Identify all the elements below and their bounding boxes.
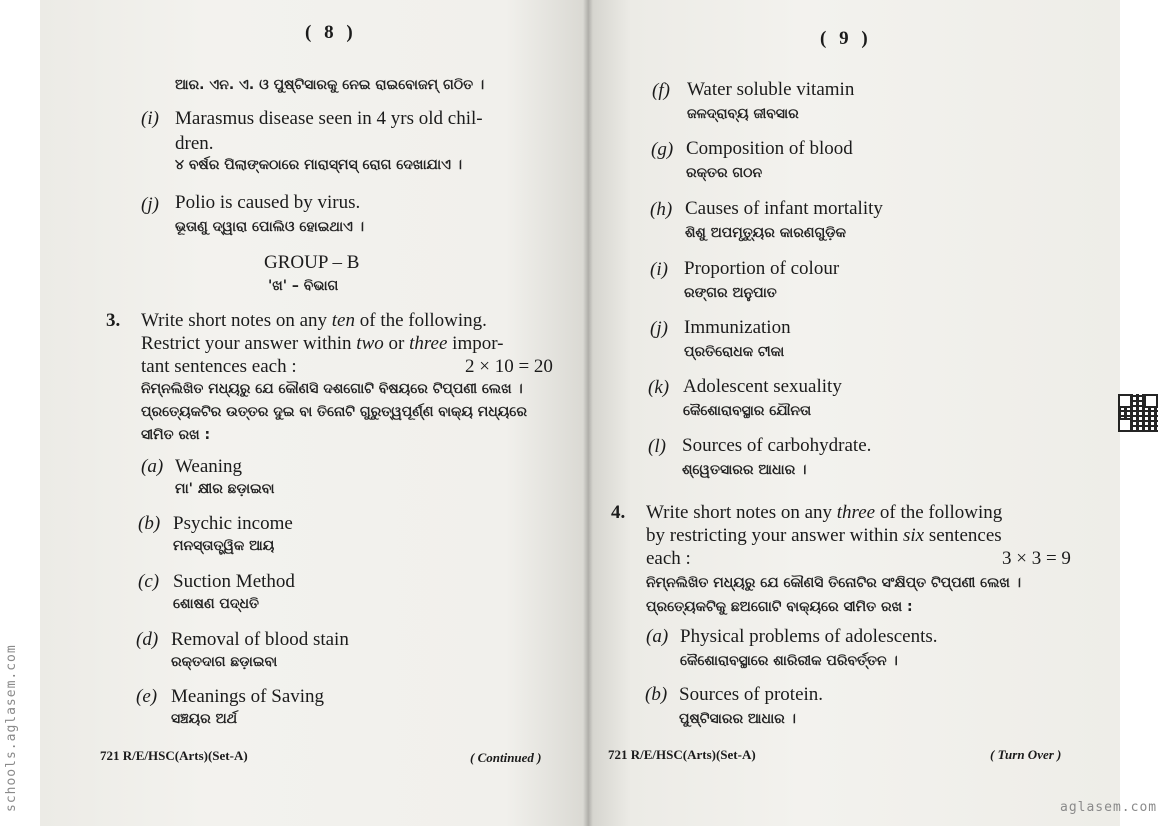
q4-item-b-text: Sources of protein.	[679, 684, 824, 705]
item-j-odia: ଭୂତାଣୁ ଦ୍ୱାରା ପୋଲିଓ ହୋଇଥାଏ ।	[175, 219, 365, 235]
qr-code	[1118, 394, 1158, 432]
group-b-odia: 'ଖ' – ବିଭାଗ	[268, 278, 339, 294]
item-i-label: (i)	[141, 108, 159, 129]
q4-item-b-odia: ପୁଷ୍ଟିସାରର ଆଧାର ।	[679, 711, 796, 727]
footer-code-left: 721 R/E/HSC(Arts)(Set-A)	[100, 748, 248, 763]
item-h-label: (h)	[650, 199, 673, 220]
item-a-odia: ମା' କ୍ଷୀର ଛଡ଼ାଇବା	[175, 481, 275, 497]
page-number-left: ( 8 )	[305, 22, 357, 43]
question-3-marks: 2 × 10 = 20	[465, 356, 553, 377]
item-h-odia: ଶିଶୁ ଅପମୃତ୍ୟୁର କାରଣଗୁଡ଼ିକ	[685, 225, 846, 241]
question-3-line-1: Write short notes on any ten of the following.	[141, 310, 487, 331]
item-i-text-1: Marasmus disease seen in 4 yrs old chil-	[175, 108, 483, 129]
item-f-text: Water soluble vitamin	[687, 79, 855, 100]
item-k-text: Adolescent sexuality	[683, 376, 842, 397]
q4-item-b-label: (b)	[645, 684, 668, 705]
item-b-text: Psychic income	[173, 513, 293, 534]
footer-turn-over: ( Turn Over )	[990, 747, 1062, 762]
item-b-odia: ମନସ୍ତାତ୍ତ୍ୱିକ ଆୟ	[173, 538, 275, 554]
item-j-label: (j)	[141, 194, 159, 215]
question-3-odia-2: ପ୍ରତ୍ୟେକଟିର ଉତ୍ତର ଦୁଇ ବା ତିନୋଟି ଗୁରୁତ୍ୱପୂର୍ଣ୍ଣ ବାକ୍ୟ ମଧ୍ୟରେ	[141, 404, 527, 420]
item-g-odia: ରକ୍ତର ଗଠନ	[686, 165, 763, 181]
item-c-text: Suction Method	[173, 571, 295, 592]
item-l-text: Sources of carbohydrate.	[682, 435, 872, 456]
side-watermark: schools.aglasem.com	[4, 644, 19, 812]
item-k-odia: କୈଶୋରାବସ୍ଥାର ଯୌନତା	[683, 403, 812, 419]
item-g-text: Composition of blood	[686, 138, 853, 159]
item-l-odia: ଶ୍ୱେତସାରର ଆଧାର ।	[682, 462, 807, 478]
item-f-odia: ଜଳଦ୍ରାବ୍ୟ ଜୀବସାର	[687, 106, 799, 122]
intro-odia: ଆର. ଏନ. ଏ. ଓ ପୁଷ୍ଟିସାରକୁ ନେଇ ରାଇବୋଜମ୍ ଗଠିତ ।	[175, 77, 485, 93]
item-j2-text: Immunization	[684, 317, 791, 338]
item-i-odia: ୪ ବର୍ଷର ପିଲାଙ୍କଠାରେ ମାରାସ୍ମସ୍ ରୋଗ ଦେଖାଯାଏ ।	[175, 157, 463, 173]
item-b-label: (b)	[138, 513, 161, 534]
item-g-label: (g)	[651, 139, 674, 160]
question-4-line-1: Write short notes on any three of the following	[646, 502, 1003, 523]
question-4-line-2: by restricting your answer within six sentences	[646, 525, 1002, 546]
item-j2-label: (j)	[650, 318, 668, 339]
item-d-odia: ରକ୍ତଦାଗ ଛଡ଼ାଇବା	[171, 654, 278, 670]
item-f-label: (f)	[652, 80, 670, 101]
question-4-odia-1: ନିମ୍ନଲିଖିତ ମଧ୍ୟରୁ ଯେ କୌଣସି ତିନୋଟିର ସଂକ୍ଷିପ୍ତ ଟିପ୍ପଣୀ ଲେଖ ।	[646, 575, 1022, 591]
question-4-marks: 3 × 3 = 9	[1002, 548, 1071, 569]
corner-watermark: aglasem.com	[1060, 800, 1158, 815]
q4-item-a-odia: କୈଶୋରାବସ୍ଥାରେ ଶାରିରୀକ ପରିବର୍ତ୍ତନ ।	[680, 653, 898, 669]
item-a-text: Weaning	[175, 456, 243, 477]
question-4-odia-2: ପ୍ରତ୍ୟେକଟିକୁ ଛଅଗୋଟି ବାକ୍ୟରେ ସୀମିତ ରଖ :	[646, 599, 913, 615]
item-h-text: Causes of infant mortality	[685, 198, 883, 219]
item-j-text: Polio is caused by virus.	[175, 192, 361, 213]
item-d-text: Removal of blood stain	[171, 629, 349, 650]
item-k-label: (k)	[648, 377, 670, 398]
item-i-text-2: dren.	[175, 133, 214, 154]
question-3-line-3: tant sentences each :	[141, 356, 297, 377]
item-e-odia: ସଞ୍ଚୟର ଅର୍ଥ	[171, 711, 238, 727]
page-number-right: ( 9 )	[820, 28, 872, 49]
question-3-number: 3.	[106, 310, 121, 331]
item-i2-odia: ରଙ୍ଗର ଅନୁପାତ	[684, 285, 777, 301]
question-4-line-3: each :	[646, 548, 691, 569]
question-3-odia-1: ନିମ୍ନଲିଖିତ ମଧ୍ୟରୁ ଯେ କୌଣସି ଦଶଗୋଟି ବିଷୟରେ ଟିପ୍ପଣୀ ଲେଖ ।	[141, 381, 523, 397]
item-d-label: (d)	[136, 629, 159, 650]
group-b-title: GROUP – B	[264, 252, 360, 273]
q4-item-a-label: (a)	[646, 626, 669, 647]
question-4-number: 4.	[611, 502, 626, 523]
footer-code-right: 721 R/E/HSC(Arts)(Set-A)	[608, 747, 756, 762]
footer-continued: ( Continued )	[470, 750, 542, 765]
item-l-label: (l)	[648, 436, 666, 457]
q4-item-a-text: Physical problems of adolescents.	[680, 626, 938, 647]
item-c-odia: ଶୋଷଣ ପଦ୍ଧତି	[173, 596, 259, 612]
question-3-line-2: Restrict your answer within two or three impor-	[141, 333, 504, 354]
item-i2-label: (i)	[650, 259, 668, 280]
item-j2-odia: ପ୍ରତିରୋଧକ ଟୀକା	[684, 344, 785, 360]
right-page	[588, 0, 1120, 826]
item-e-text: Meanings of Saving	[171, 686, 325, 707]
item-a-label: (a)	[141, 456, 164, 477]
item-c-label: (c)	[138, 571, 160, 592]
page-gutter	[583, 0, 593, 826]
item-e-label: (e)	[136, 686, 158, 707]
question-3-odia-3: ସୀମିତ ରଖ :	[141, 427, 211, 443]
item-i2-text: Proportion of colour	[684, 258, 840, 279]
